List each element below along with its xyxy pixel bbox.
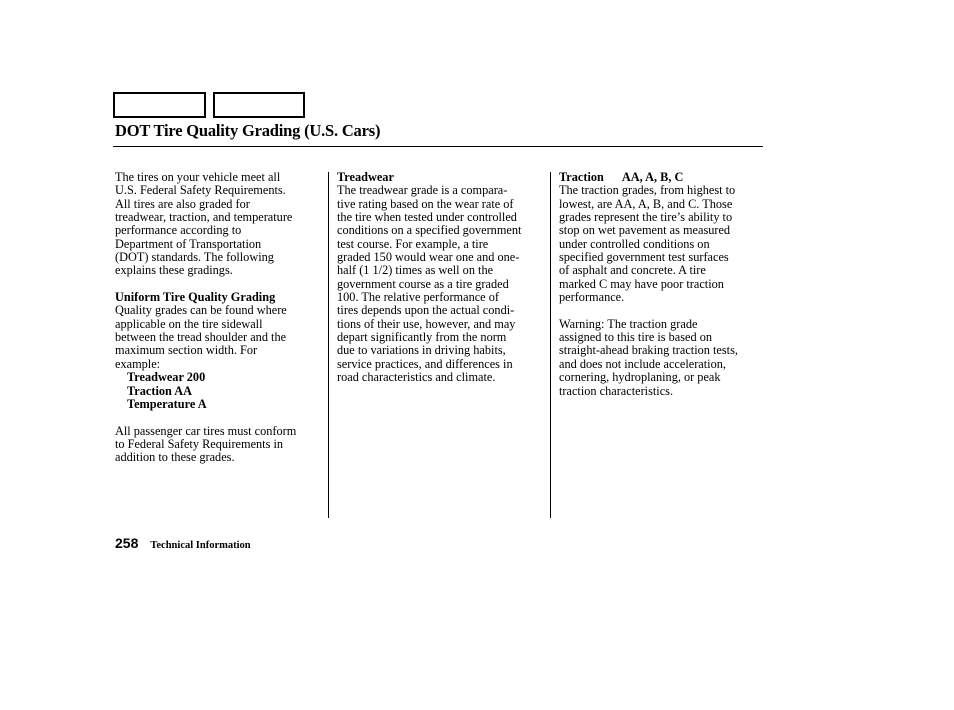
text-line: service practices, and differences in (337, 356, 513, 371)
text-line: assigned to this tire is based on (559, 330, 713, 345)
nav-tab-box-left[interactable] (113, 92, 206, 118)
text-line: stop on wet pavement as measured (559, 223, 731, 238)
text-line: All passenger car tires must conform (115, 423, 297, 438)
text-line: traction characteristics. (559, 383, 674, 398)
text-line: addition to these grades. (115, 450, 235, 465)
text-line: grades represent the tire’s ability to (559, 210, 733, 225)
text-line: U.S. Federal Safety Requirements. (115, 183, 286, 198)
footer-section-name: Technical Information (150, 540, 251, 551)
text-line: applicable on the tire sidewall (115, 316, 263, 331)
text-line: test course. For example, a tire (337, 236, 489, 251)
column-traction (559, 171, 764, 398)
text-line: depart significantly from the norm (337, 330, 507, 345)
text-line: tires depends upon the actual condi- (337, 303, 515, 318)
example-treadwear: Treadwear 200 (127, 370, 206, 385)
text-line: Department of Transportation (115, 236, 262, 251)
text-line: between the tread shoulder and the (115, 330, 287, 345)
example-traction: Traction AA (127, 383, 193, 398)
text-line: cornering, hydroplaning, or peak (559, 370, 721, 385)
uniform-grading-section (115, 291, 325, 411)
nav-tab-box-right[interactable] (213, 92, 305, 118)
text-line: treadwear, traction, and temperature (115, 210, 293, 225)
column-divider (328, 172, 329, 518)
text-line: the tire when tested under controlled (337, 210, 517, 225)
text-line: to Federal Safety Requirements in (115, 436, 284, 451)
page-title: DOT Tire Quality Grading (U.S. Cars) (115, 121, 381, 140)
column-divider (550, 172, 551, 518)
title-rule (113, 146, 763, 147)
column-treadwear (337, 171, 549, 385)
text-line: specified government test surfaces (559, 250, 729, 265)
text-line: under controlled conditions on (559, 236, 710, 251)
text-line: road characteristics and climate. (337, 370, 496, 385)
page-number: 258 (115, 535, 139, 551)
text-line: performance according to (115, 223, 242, 238)
text-line: example: (115, 356, 161, 371)
text-line: The traction grades, from highest to (559, 183, 736, 198)
warning-paragraph (559, 318, 764, 398)
text-line: explains these gradings. (115, 263, 233, 278)
traction-heading-grades: AA, A, B, C (621, 170, 684, 184)
traction-heading-label: Traction (559, 170, 604, 184)
text-line: performance. (559, 290, 625, 305)
text-line: due to variations in driving habits, (337, 343, 506, 358)
text-line: maximum section width. For (115, 343, 258, 358)
text-line: Quality grades can be found where (115, 303, 287, 318)
text-line: (DOT) standards. The following (115, 250, 274, 265)
section-heading-uniform-grading: Uniform Tire Quality Grading (115, 290, 276, 305)
text-line: graded 150 would wear one and one- (337, 250, 520, 265)
text-line: lowest, are AA, A, B, and C. Those (559, 196, 733, 211)
intro-paragraph (115, 171, 325, 278)
text-line: The tires on your vehicle meet all (115, 170, 281, 184)
traction-section (559, 171, 764, 304)
treadwear-section (337, 171, 549, 385)
text-line: 100. The relative performance of (337, 290, 499, 305)
text-line: The treadwear grade is a compara- (337, 183, 508, 198)
text-line: government course as a tire graded (337, 276, 509, 291)
text-line: All tires are also graded for (115, 196, 250, 211)
text-line: of asphalt and concrete. A tire (559, 263, 706, 278)
section-heading-traction (559, 171, 764, 184)
text-line: straight-ahead braking traction tests, (559, 343, 738, 358)
text-line: tions of their use, however, and may (337, 316, 516, 331)
example-temperature: Temperature A (127, 396, 207, 411)
text-line: and does not include acceleration, (559, 356, 726, 371)
text-line: half (1 1/2) times as well on the (337, 263, 494, 278)
page-footer (115, 535, 251, 553)
text-line: tive rating based on the wear rate of (337, 196, 514, 211)
closing-paragraph (115, 425, 325, 465)
text-line: Warning: The traction grade (559, 316, 698, 331)
text-line: marked C may have poor traction (559, 276, 724, 291)
section-heading-treadwear: Treadwear (337, 170, 394, 184)
column-intro (115, 171, 325, 465)
text-line: conditions on a specified government (337, 223, 522, 238)
